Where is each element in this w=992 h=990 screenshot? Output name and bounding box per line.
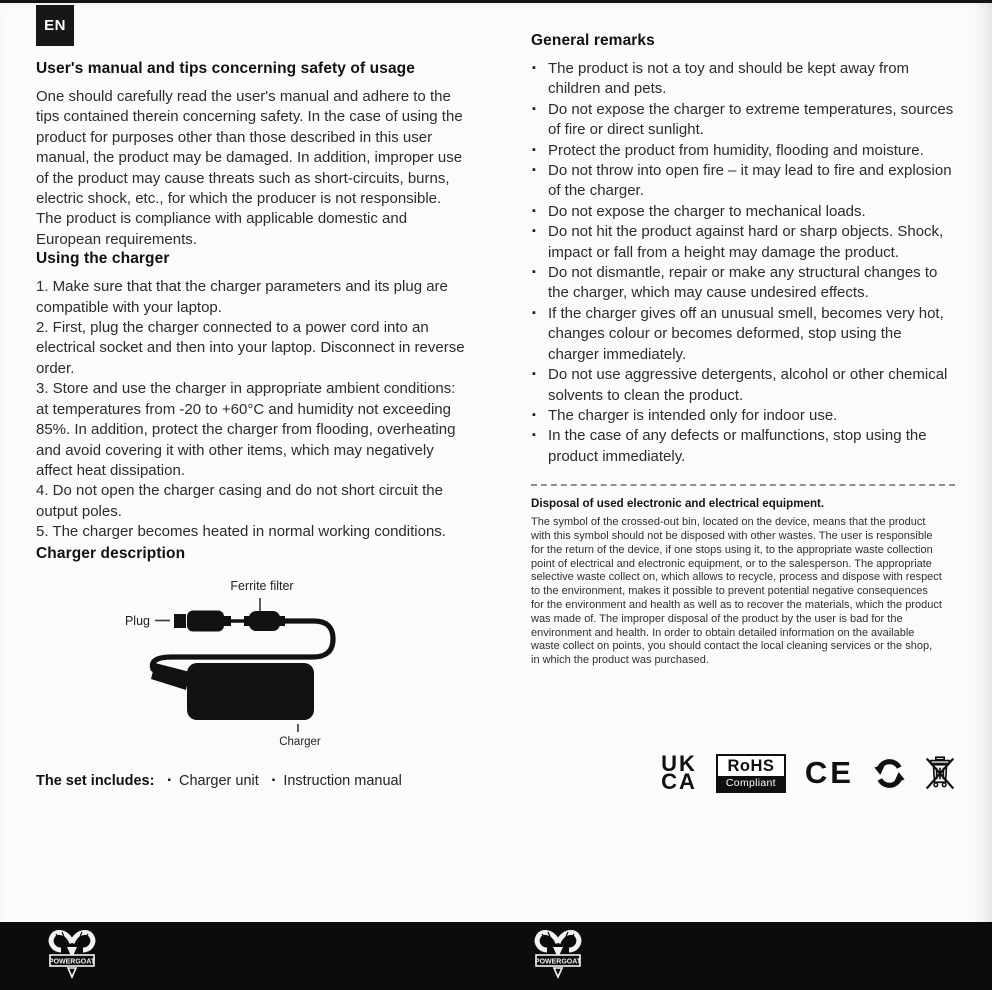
safety-heading: User's manual and tips concerning safety of usage [36, 60, 415, 77]
disposal-paragraph: The symbol of the crossed-out bin, located on the device, means that the product with this symbol should not be disposed with other wastes. The user is responsible for the return of the device, if one stops using it, to the appropriate waste collection point of electrical and electronic equipment, or to the salesperson. The appropriate selective waste collect on, which allows to recycle, process and dispose with respect to the environment, makes it possible to prevent potential negative consequences for the environment and health as well as to recover the materials, which the product was made of. The improper disposal of the product by the user is bad for the environment and health. In order to obtain detailed information on the available waste collect on points, you should contact the local cleaning services or the shop, in which the product was purchased. [531, 516, 942, 667]
powergoat-logo-icon [46, 927, 98, 983]
usage-step: 1. Make sure that that the charger parameters and its plug are compatible with your laptop. [36, 278, 448, 316]
charger-body-icon [187, 663, 314, 720]
usage-step: 3. Store and use the charger in appropriate ambient conditions: at temperatures from -20 to +60°C and humidity not exceeding 85%. In addition, protect the charger from flooding, overheating and avoid covering it with other items, which may negatively affect heat dissipation. [36, 380, 456, 479]
charger-diagram [36, 574, 466, 759]
dashed-divider [531, 484, 955, 486]
remark-item: ▪ Do not throw into open fire – it may lead to fire and explosion of the charger. [531, 161, 955, 202]
powergoat-wordmark: POWERGOAT [48, 958, 96, 966]
general-remarks-heading: General remarks [531, 32, 655, 49]
remark-item: ▪ Do not use aggressive detergents, alcohol or other chemical solvents to clean the product. [531, 365, 955, 406]
usage-steps [36, 277, 468, 542]
remark-item: ▪ Protect the product from humidity, flooding and moisture. [531, 141, 955, 161]
ferrite-filter-icon [244, 611, 285, 631]
language-badge [36, 5, 74, 46]
rohs-mark-icon [716, 754, 786, 793]
right-column [531, 32, 955, 793]
language-badge-label: EN [44, 17, 66, 34]
certification-marks [531, 751, 955, 795]
remark-item: ▪ Do not expose the charger to mechanical loads. [531, 202, 955, 222]
usage-step: 5. The charger becomes heated in normal working conditions. [36, 523, 446, 541]
ukca-mark-icon [661, 751, 697, 795]
ukca-line1: UK [661, 751, 697, 777]
weee-crossed-bin-icon [925, 755, 955, 792]
set-includes-item: ▪ Instruction manual [259, 773, 402, 789]
remark-item: ▪ If the charger gives off an unusual smell, becomes very hot, changes colour or becomes deformed, stop using the charger immediately. [531, 304, 955, 365]
safety-paragraph: One should carefully read the user's manual and adhere to the tips contained therein concerning safety. In the case of using the product for purposes other than those described in this user manual, the product may be damaged. In addition, improper use of the product may cause threats such as short-circuits, burns, electric shock, etc., for which the producer is not responsible. The product is compliance with applicable domestic and European requirements. [36, 88, 463, 248]
ferrite-filter-label: Ferrite filter [230, 578, 294, 593]
left-column [36, 60, 468, 789]
usage-step: 4. Do not open the charger casing and do not short circuit the output poles. [36, 482, 443, 520]
ukca-line2: CA [661, 769, 697, 795]
plug-label: Plug [124, 613, 150, 628]
set-includes-items [154, 773, 401, 789]
disposal-heading: Disposal of used electronic and electrical equipment. [531, 497, 825, 511]
ce-mark-icon: CE [804, 755, 854, 791]
powergoat-logo-icon [532, 927, 584, 983]
using-heading: Using the charger [36, 250, 170, 268]
plug-icon [174, 610, 231, 631]
rohs-title: RoHS [727, 756, 775, 775]
remark-item: ▪ Do not hit the product against hard or sharp objects. Shock, impact or fall from a height may damage the product. [531, 222, 955, 263]
remark-item: ▪ Do not expose the charger to extreme temperatures, sources of fire or direct sunlight. [531, 100, 955, 141]
set-includes-label: The set includes: [36, 772, 155, 789]
set-includes-line [36, 773, 468, 789]
remark-item: ▪ In the case of any defects or malfunctions, stop using the product immediately. [531, 426, 955, 467]
footer-bar [0, 922, 992, 990]
powergoat-wordmark: POWERGOAT [534, 958, 582, 966]
usage-step: 2. First, plug the charger connected to a power cord into an electrical socket and then into your laptop. Disconnect in reverse order. [36, 319, 465, 377]
dc-connector-icon [151, 663, 190, 690]
rohs-subtitle: Compliant [718, 776, 784, 791]
description-heading: Charger description [36, 544, 186, 562]
scan-top-edge [0, 0, 992, 3]
charger-label: Charger [279, 735, 321, 748]
general-remarks-list [531, 59, 955, 467]
set-includes-item: ▪ Charger unit [154, 773, 258, 789]
remark-item: ▪ The charger is intended only for indoor use. [531, 406, 955, 426]
remark-item: ▪ Do not dismantle, repair or make any structural changes to the charger, which may cause undesired effects. [531, 263, 955, 304]
recycle-icon [873, 757, 906, 790]
remark-item: ▪ The product is not a toy and should be kept away from children and pets. [531, 59, 955, 100]
